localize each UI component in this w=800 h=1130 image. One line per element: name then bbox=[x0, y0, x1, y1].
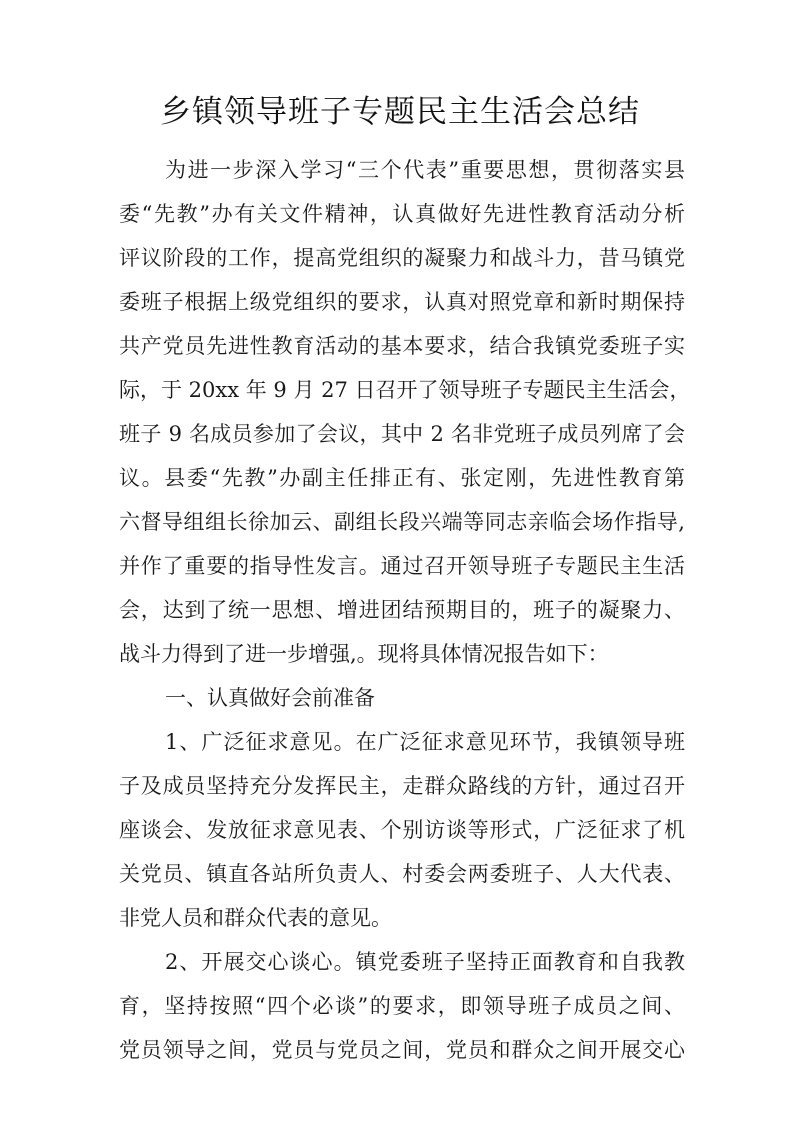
section-heading: 一、认真做好会前准备 bbox=[165, 686, 375, 710]
body-line: 评议阶段的工作，提高党组织的凝聚力和战斗力，昔马镇党 bbox=[119, 246, 685, 270]
body-line: 座谈会、发放征求意见表、个别访谈等形式，广泛征求了机 bbox=[119, 818, 685, 842]
document-title: 乡镇领导班子专题民主生活会总结 bbox=[160, 94, 640, 130]
body-line: 子及成员坚持充分发挥民主，走群众路线的方针，通过召开 bbox=[119, 774, 685, 798]
body-line: 育，坚持按照“四个必谈”的要求，即领导班子成员之间、 bbox=[119, 994, 685, 1018]
body-line: 六督导组组长徐加云、副组长段兴端等同志亲临会场作指导, bbox=[119, 510, 685, 534]
body-line: 议。县委“先教”办副主任排正有、张定刚，先进性教育第 bbox=[119, 466, 685, 490]
body-line: 共产党员先进性教育活动的基本要求，结合我镇党委班子实 bbox=[119, 334, 685, 358]
body-line: 委“先教”办有关文件精神，认真做好先进性教育活动分析 bbox=[119, 202, 685, 226]
body-line: 非党人员和群众代表的意见。 bbox=[119, 906, 392, 930]
body-line: 关党员、镇直各站所负责人、村委会两委班子、人大代表、 bbox=[119, 862, 685, 886]
body-line: 2、开展交心谈心。镇党委班子坚持正面教育和自我教 bbox=[165, 950, 685, 974]
body-line: 际，于 20xx 年 9 月 27 日召开了领导班子专题民主生活会， bbox=[119, 378, 691, 402]
body-line: 党员领导之间，党员与党员之间，党员和群众之间开展交心 bbox=[119, 1038, 685, 1062]
body-line: 会，达到了统一思想、增进团结预期目的，班子的凝聚力、 bbox=[119, 598, 685, 622]
body-line: 并作了重要的指导性发言。通过召开领导班子专题民主生活 bbox=[119, 554, 685, 578]
body-line: 委班子根据上级党组织的要求，认真对照党章和新时期保持 bbox=[119, 290, 685, 314]
body-line: 1、广泛征求意见。在广泛征求意见环节，我镇领导班 bbox=[165, 730, 685, 754]
body-line: 为进一步深入学习“三个代表”重要思想，贯彻落实县 bbox=[165, 158, 685, 182]
body-line: 战斗力得到了进一步增强,。现将具体情况报告如下： bbox=[119, 642, 609, 666]
body-line: 班子 9 名成员参加了会议，其中 2 名非党班子成员列席了会 bbox=[119, 422, 685, 446]
